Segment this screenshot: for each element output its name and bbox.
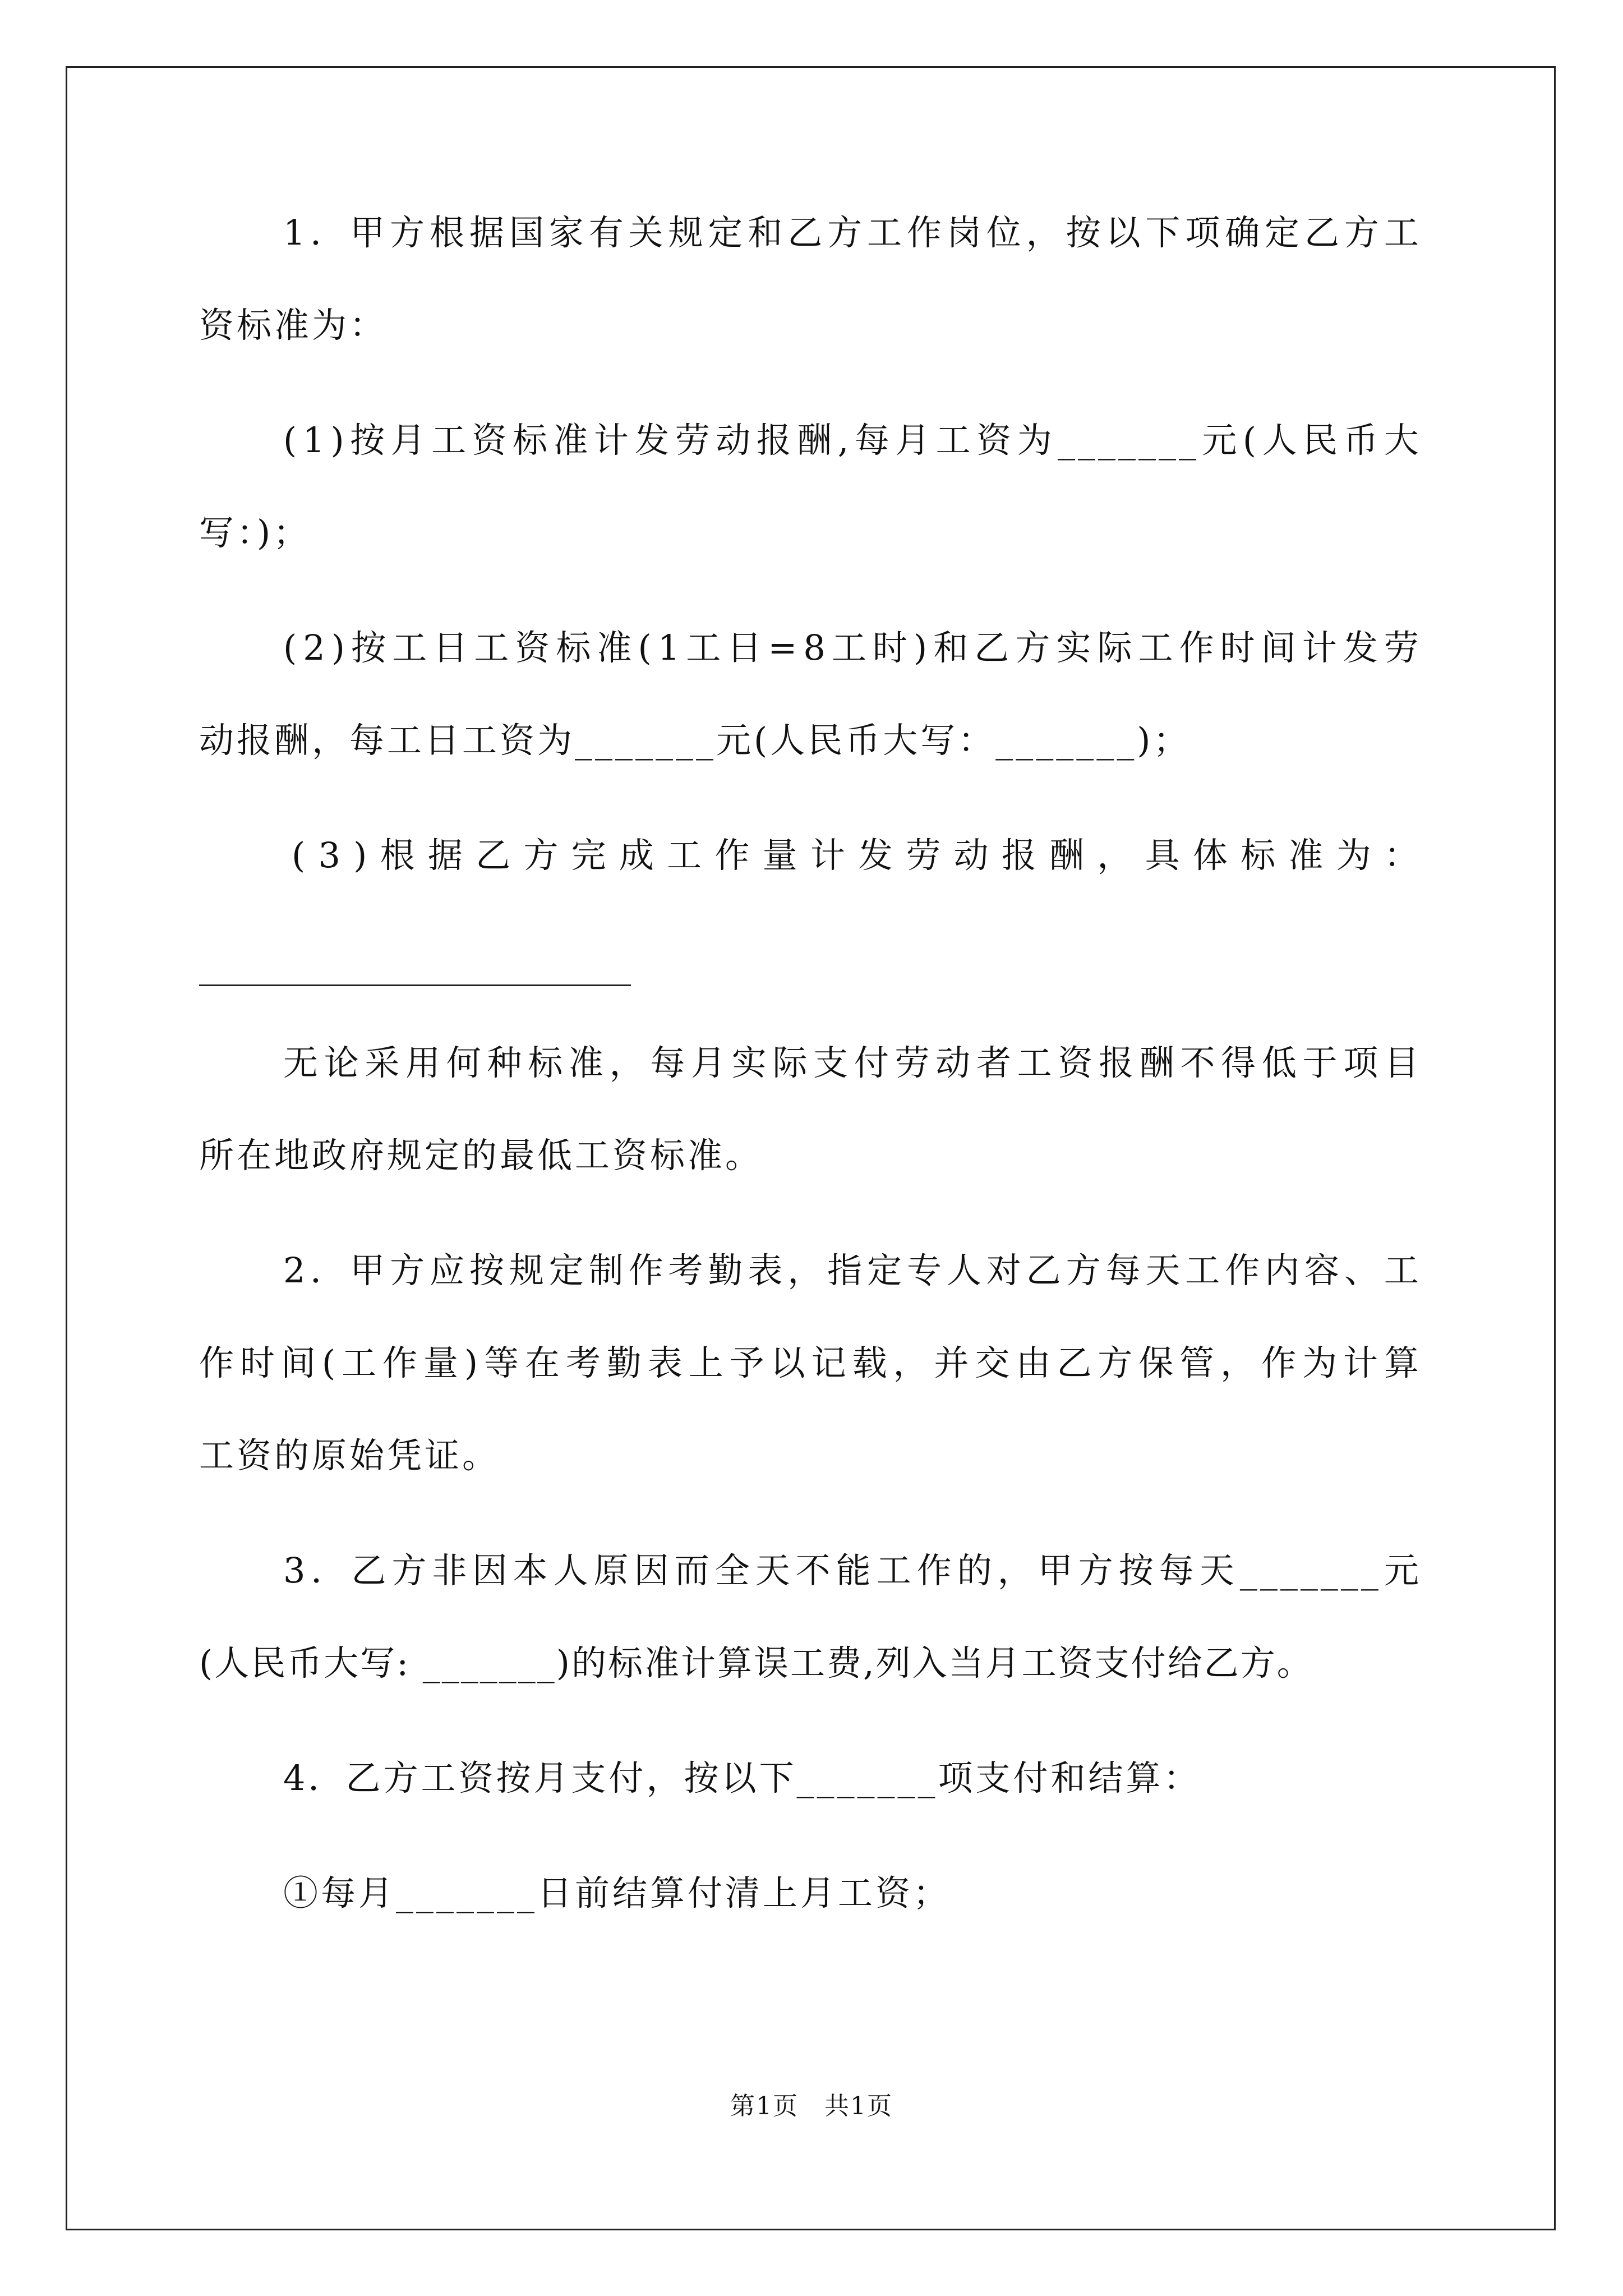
glyph: 方 bbox=[391, 1550, 430, 1591]
glyph: 目 bbox=[1384, 1042, 1422, 1083]
glyph: 无 bbox=[283, 1042, 321, 1083]
paragraph-1-line-1 bbox=[283, 208, 1422, 258]
glyph: 动 bbox=[935, 1042, 974, 1083]
glyph: 记 bbox=[811, 1342, 849, 1383]
glyph: 计 bbox=[593, 420, 631, 461]
glyph: 定 bbox=[1265, 212, 1303, 253]
glyph: 月 bbox=[390, 420, 428, 461]
glyph: 表 bbox=[647, 1342, 685, 1383]
glyph: 予 bbox=[729, 1342, 767, 1383]
glyph: 考 bbox=[565, 1342, 603, 1383]
glyph: 在 bbox=[524, 1342, 562, 1383]
glyph: 全 bbox=[714, 1550, 753, 1591]
glyph: 低 bbox=[1261, 1042, 1299, 1083]
glyph: 工 bbox=[831, 627, 869, 668]
glyph: ) bbox=[913, 627, 930, 668]
glyph: 项 bbox=[1185, 212, 1223, 253]
glyph: 确 bbox=[1225, 212, 1263, 253]
glyph: 规 bbox=[509, 1250, 547, 1291]
paragraph-4-line-1: 4．乙方工资按月支付，按以下_______项支付和结算： bbox=[283, 1757, 1201, 1798]
glyph: 人 bbox=[553, 1550, 591, 1591]
glyph: 用 bbox=[405, 1042, 444, 1083]
glyph: 为 bbox=[1336, 835, 1374, 876]
glyph: 有 bbox=[588, 212, 626, 253]
glyph: ， bbox=[893, 1342, 931, 1383]
glyph: 准 bbox=[568, 1042, 606, 1083]
glyph: 人 bbox=[1262, 420, 1300, 461]
glyph: 每 bbox=[650, 1042, 688, 1083]
glyph: 报 bbox=[1001, 835, 1039, 876]
glyph: 作 bbox=[916, 1550, 955, 1591]
item-1-line-1 bbox=[283, 415, 1422, 466]
glyph: 载 bbox=[852, 1342, 890, 1383]
glyph: 作 bbox=[1261, 1342, 1299, 1383]
glyph: 工 bbox=[1138, 627, 1176, 668]
glyph: 酬 bbox=[797, 420, 835, 461]
glyph: 方 bbox=[1344, 212, 1382, 253]
paragraph-3-line-1 bbox=[283, 1545, 1422, 1596]
glyph: 并 bbox=[934, 1342, 972, 1383]
glyph: 甲 bbox=[1038, 1550, 1076, 1591]
item-3-line-1 bbox=[292, 830, 1422, 881]
glyph: ) bbox=[331, 627, 348, 668]
glyph: 上 bbox=[688, 1342, 726, 1383]
glyph: 标 bbox=[528, 1042, 566, 1083]
glyph: 定 bbox=[548, 1250, 587, 1291]
glyph: ， bbox=[997, 1550, 1035, 1591]
glyph: 得 bbox=[1221, 1042, 1259, 1083]
glyph: ， bbox=[1220, 1342, 1258, 1383]
glyph: 天 bbox=[1199, 1550, 1237, 1591]
glyph: 间 bbox=[1261, 627, 1299, 668]
glyph: 报 bbox=[1099, 1042, 1137, 1083]
glyph: 种 bbox=[487, 1042, 525, 1083]
glyph: 方 bbox=[1078, 1550, 1116, 1591]
glyph: 作 bbox=[906, 212, 944, 253]
glyph: 根 bbox=[430, 212, 468, 253]
glyph: 何 bbox=[446, 1042, 484, 1083]
glyph: 本 bbox=[513, 1550, 551, 1591]
glyph: 乙 bbox=[787, 212, 826, 253]
glyph: 以 bbox=[770, 1342, 808, 1383]
glyph: 国 bbox=[509, 212, 547, 253]
glyph: ， bbox=[1026, 212, 1064, 253]
glyph: 工 bbox=[392, 627, 430, 668]
glyph: 支 bbox=[813, 1042, 851, 1083]
glyph: 方 bbox=[1066, 1250, 1104, 1291]
glyph: 量 bbox=[762, 835, 800, 876]
glyph: 考 bbox=[668, 1250, 706, 1291]
glyph: 工 bbox=[1017, 1042, 1055, 1083]
glyph: 乙 bbox=[476, 835, 514, 876]
paragraph-note-line-2: 所在地政府规定的最低工资标准。 bbox=[199, 1135, 763, 1176]
glyph: 完 bbox=[571, 835, 609, 876]
glyph: 发 bbox=[1343, 627, 1381, 668]
glyph: ． bbox=[310, 1250, 348, 1291]
glyph: 为 bbox=[1302, 1342, 1340, 1383]
glyph: 以 bbox=[1105, 212, 1144, 253]
glyph: _______ bbox=[1058, 420, 1200, 461]
glyph: 定 bbox=[708, 212, 746, 253]
blank-fill-line bbox=[199, 984, 631, 986]
glyph: ) bbox=[330, 420, 347, 461]
glyph: 报 bbox=[756, 420, 794, 461]
glyph: 工 bbox=[1384, 1250, 1422, 1291]
glyph: ， bbox=[1097, 835, 1135, 876]
glyph: 工 bbox=[876, 1550, 914, 1591]
glyph: 能 bbox=[836, 1550, 874, 1591]
glyph: 人 bbox=[946, 1250, 984, 1291]
glyph: 论 bbox=[324, 1042, 362, 1083]
glyph: 乙 bbox=[1304, 212, 1343, 253]
glyph: 和 bbox=[933, 627, 971, 668]
glyph: 时 bbox=[1220, 627, 1258, 668]
glyph: 元 bbox=[1384, 1550, 1422, 1591]
glyph: 动 bbox=[716, 420, 754, 461]
glyph: 按 bbox=[1118, 1550, 1156, 1591]
glyph: 按 bbox=[351, 627, 389, 668]
glyph: 方 bbox=[390, 212, 428, 253]
glyph: 民 bbox=[1303, 420, 1341, 461]
glyph: 容 bbox=[1304, 1250, 1343, 1291]
paragraph-3-line-2: (人民币大写: _______)的标准计算误工费,列入当月工资支付给乙方。 bbox=[199, 1642, 1313, 1683]
glyph: 劳 bbox=[1384, 627, 1422, 668]
glyph: 计 bbox=[1302, 627, 1340, 668]
glyph: 3 bbox=[283, 1550, 308, 1591]
glyph: 方 bbox=[827, 212, 865, 253]
glyph: ) bbox=[353, 835, 370, 876]
glyph: 按 bbox=[469, 1250, 507, 1291]
glyph: 标 bbox=[1241, 835, 1279, 876]
page-number-footer: 第1页 共1页 bbox=[730, 2092, 893, 2120]
glyph: 2 bbox=[303, 627, 328, 668]
glyph: 为 bbox=[1017, 420, 1055, 461]
glyph: 作 bbox=[199, 1342, 237, 1383]
glyph: 劳 bbox=[895, 1042, 933, 1083]
glyph: 天 bbox=[755, 1550, 793, 1591]
glyph: 方 bbox=[523, 835, 561, 876]
glyph: 时 bbox=[872, 627, 910, 668]
glyph: 方 bbox=[390, 1250, 428, 1291]
glyph: 1 bbox=[657, 627, 683, 668]
glyph: 间 bbox=[280, 1342, 319, 1383]
glyph: 算 bbox=[1384, 1342, 1422, 1383]
glyph: 酬 bbox=[1139, 1042, 1177, 1083]
glyph: 8 bbox=[803, 627, 828, 668]
glyph: 标 bbox=[512, 420, 550, 461]
glyph: 工 bbox=[474, 627, 512, 668]
glyph: 发 bbox=[858, 835, 896, 876]
glyph: 酬 bbox=[1049, 835, 1087, 876]
glyph: 据 bbox=[469, 212, 507, 253]
glyph: 根 bbox=[380, 835, 418, 876]
glyph: 实 bbox=[731, 1042, 769, 1083]
glyph: 勤 bbox=[708, 1250, 746, 1291]
glyph: _______ bbox=[1239, 1550, 1381, 1591]
glyph: 实 bbox=[1056, 627, 1094, 668]
glyph: 月 bbox=[895, 420, 933, 461]
glyph: 和 bbox=[748, 212, 786, 253]
glyph: 、 bbox=[1344, 1250, 1382, 1291]
glyph: 成 bbox=[619, 835, 657, 876]
glyph: 资 bbox=[976, 420, 1015, 461]
glyph: 工 bbox=[867, 212, 905, 253]
glyph: 应 bbox=[430, 1250, 468, 1291]
glyph: 劳 bbox=[906, 835, 944, 876]
glyph: 际 bbox=[1097, 627, 1135, 668]
glyph: 甲 bbox=[350, 212, 388, 253]
glyph: 每 bbox=[854, 420, 892, 461]
paragraph-4-option-1: ①每月_______日前结算付清上月工资； bbox=[283, 1872, 951, 1913]
glyph: 元 bbox=[1202, 420, 1240, 461]
item-2-line-2: 动报酬，每工日工资为_______元(人民币大写：_______)； bbox=[199, 720, 1191, 761]
glyph: 方 bbox=[1015, 627, 1053, 668]
glyph: 位 bbox=[986, 212, 1024, 253]
paragraph-1-line-2: 资标准为： bbox=[199, 305, 388, 346]
glyph: 定 bbox=[867, 1250, 905, 1291]
glyph: ( bbox=[283, 627, 300, 668]
glyph: 计 bbox=[810, 835, 848, 876]
glyph: 规 bbox=[668, 212, 706, 253]
glyph: 作 bbox=[382, 1342, 420, 1383]
paragraph-2-line-3: 工资的原始凭证。 bbox=[199, 1435, 500, 1476]
glyph: = bbox=[768, 627, 800, 668]
item-2-line-1 bbox=[283, 623, 1422, 673]
glyph: 大 bbox=[1384, 420, 1422, 461]
glyph: ： bbox=[1384, 835, 1422, 876]
glyph: 管 bbox=[1179, 1342, 1218, 1383]
glyph: 因 bbox=[472, 1550, 510, 1591]
glyph: 按 bbox=[1066, 212, 1104, 253]
glyph: 表 bbox=[748, 1250, 786, 1291]
glyph: ( bbox=[321, 1342, 339, 1383]
glyph: 原 bbox=[593, 1550, 631, 1591]
glyph: 据 bbox=[427, 835, 465, 876]
glyph: 工 bbox=[1185, 1250, 1223, 1291]
glyph: 标 bbox=[556, 627, 594, 668]
glyph: 日 bbox=[433, 627, 471, 668]
glyph: ( bbox=[638, 627, 654, 668]
glyph: 每 bbox=[1159, 1550, 1197, 1591]
glyph: 下 bbox=[1145, 212, 1183, 253]
glyph: 采 bbox=[365, 1042, 403, 1083]
item-1-line-2: 写：)； bbox=[199, 512, 311, 553]
paragraph-note-line-1 bbox=[283, 1038, 1422, 1088]
glyph: 作 bbox=[714, 835, 753, 876]
glyph: 等 bbox=[484, 1342, 522, 1383]
glyph: 币 bbox=[1343, 420, 1381, 461]
glyph: 体 bbox=[1192, 835, 1230, 876]
glyph: 准 bbox=[597, 627, 635, 668]
glyph: 专 bbox=[906, 1250, 944, 1291]
glyph: 保 bbox=[1138, 1342, 1177, 1383]
glyph: 2 bbox=[283, 1250, 308, 1291]
glyph: 劳 bbox=[675, 420, 713, 461]
glyph: , bbox=[837, 420, 852, 461]
glyph: 对 bbox=[986, 1250, 1024, 1291]
glyph: ( bbox=[292, 835, 308, 876]
glyph: 乙 bbox=[351, 1550, 389, 1591]
glyph: 于 bbox=[1302, 1042, 1340, 1083]
glyph: 家 bbox=[548, 212, 587, 253]
glyph: 不 bbox=[795, 1550, 833, 1591]
glyph: 按 bbox=[350, 420, 388, 461]
glyph: 付 bbox=[854, 1042, 892, 1083]
glyph: 3 bbox=[318, 835, 343, 876]
glyph: 每 bbox=[1105, 1250, 1144, 1291]
glyph: ． bbox=[311, 1550, 349, 1591]
glyph: 岗 bbox=[946, 212, 984, 253]
glyph: ( bbox=[283, 420, 300, 461]
glyph: 发 bbox=[634, 420, 672, 461]
glyph: 非 bbox=[432, 1550, 470, 1591]
glyph: 方 bbox=[1098, 1342, 1136, 1383]
glyph: 工 bbox=[935, 420, 974, 461]
glyph: 月 bbox=[691, 1042, 729, 1083]
glyph: 量 bbox=[423, 1342, 461, 1383]
glyph: 作 bbox=[1225, 1250, 1263, 1291]
glyph: 乙 bbox=[1057, 1342, 1095, 1383]
glyph: 准 bbox=[1288, 835, 1326, 876]
glyph: 1 bbox=[302, 420, 328, 461]
glyph: 工 bbox=[431, 420, 469, 461]
glyph: 资 bbox=[515, 627, 553, 668]
glyph: 计 bbox=[1343, 1342, 1381, 1383]
glyph: 乙 bbox=[974, 627, 1012, 668]
glyph: 天 bbox=[1145, 1250, 1183, 1291]
glyph: 乙 bbox=[1026, 1250, 1064, 1291]
glyph: 指 bbox=[827, 1250, 865, 1291]
glyph: 内 bbox=[1265, 1250, 1303, 1291]
glyph: 具 bbox=[1145, 835, 1183, 876]
glyph: 项 bbox=[1343, 1042, 1381, 1083]
glyph: 甲 bbox=[350, 1250, 388, 1291]
glyph: ， bbox=[609, 1042, 647, 1083]
glyph: 的 bbox=[957, 1550, 995, 1591]
glyph: 关 bbox=[628, 212, 666, 253]
glyph: 者 bbox=[976, 1042, 1014, 1083]
glyph: 作 bbox=[1179, 627, 1217, 668]
glyph: 工 bbox=[686, 627, 724, 668]
paragraph-2-line-1 bbox=[283, 1245, 1422, 1296]
glyph: 交 bbox=[975, 1342, 1013, 1383]
glyph: 日 bbox=[727, 627, 765, 668]
glyph: 资 bbox=[1058, 1042, 1096, 1083]
glyph: 作 bbox=[628, 1250, 666, 1291]
glyph: 而 bbox=[674, 1550, 712, 1591]
glyph: ． bbox=[310, 212, 348, 253]
glyph: 工 bbox=[667, 835, 705, 876]
glyph: ( bbox=[1242, 420, 1260, 461]
glyph: 由 bbox=[1016, 1342, 1054, 1383]
glyph: 资 bbox=[472, 420, 510, 461]
glyph: 因 bbox=[634, 1550, 672, 1591]
glyph: ) bbox=[464, 1342, 481, 1383]
glyph: 动 bbox=[953, 835, 992, 876]
glyph: 际 bbox=[772, 1042, 810, 1083]
glyph: 制 bbox=[588, 1250, 626, 1291]
glyph: ， bbox=[787, 1250, 826, 1291]
glyph: 勤 bbox=[606, 1342, 644, 1383]
glyph: 工 bbox=[1384, 212, 1422, 253]
paragraph-2-line-2 bbox=[199, 1338, 1422, 1388]
glyph: 不 bbox=[1180, 1042, 1218, 1083]
glyph: 准 bbox=[553, 420, 591, 461]
glyph: 工 bbox=[342, 1342, 380, 1383]
glyph: 1 bbox=[283, 212, 308, 253]
glyph: 时 bbox=[239, 1342, 278, 1383]
